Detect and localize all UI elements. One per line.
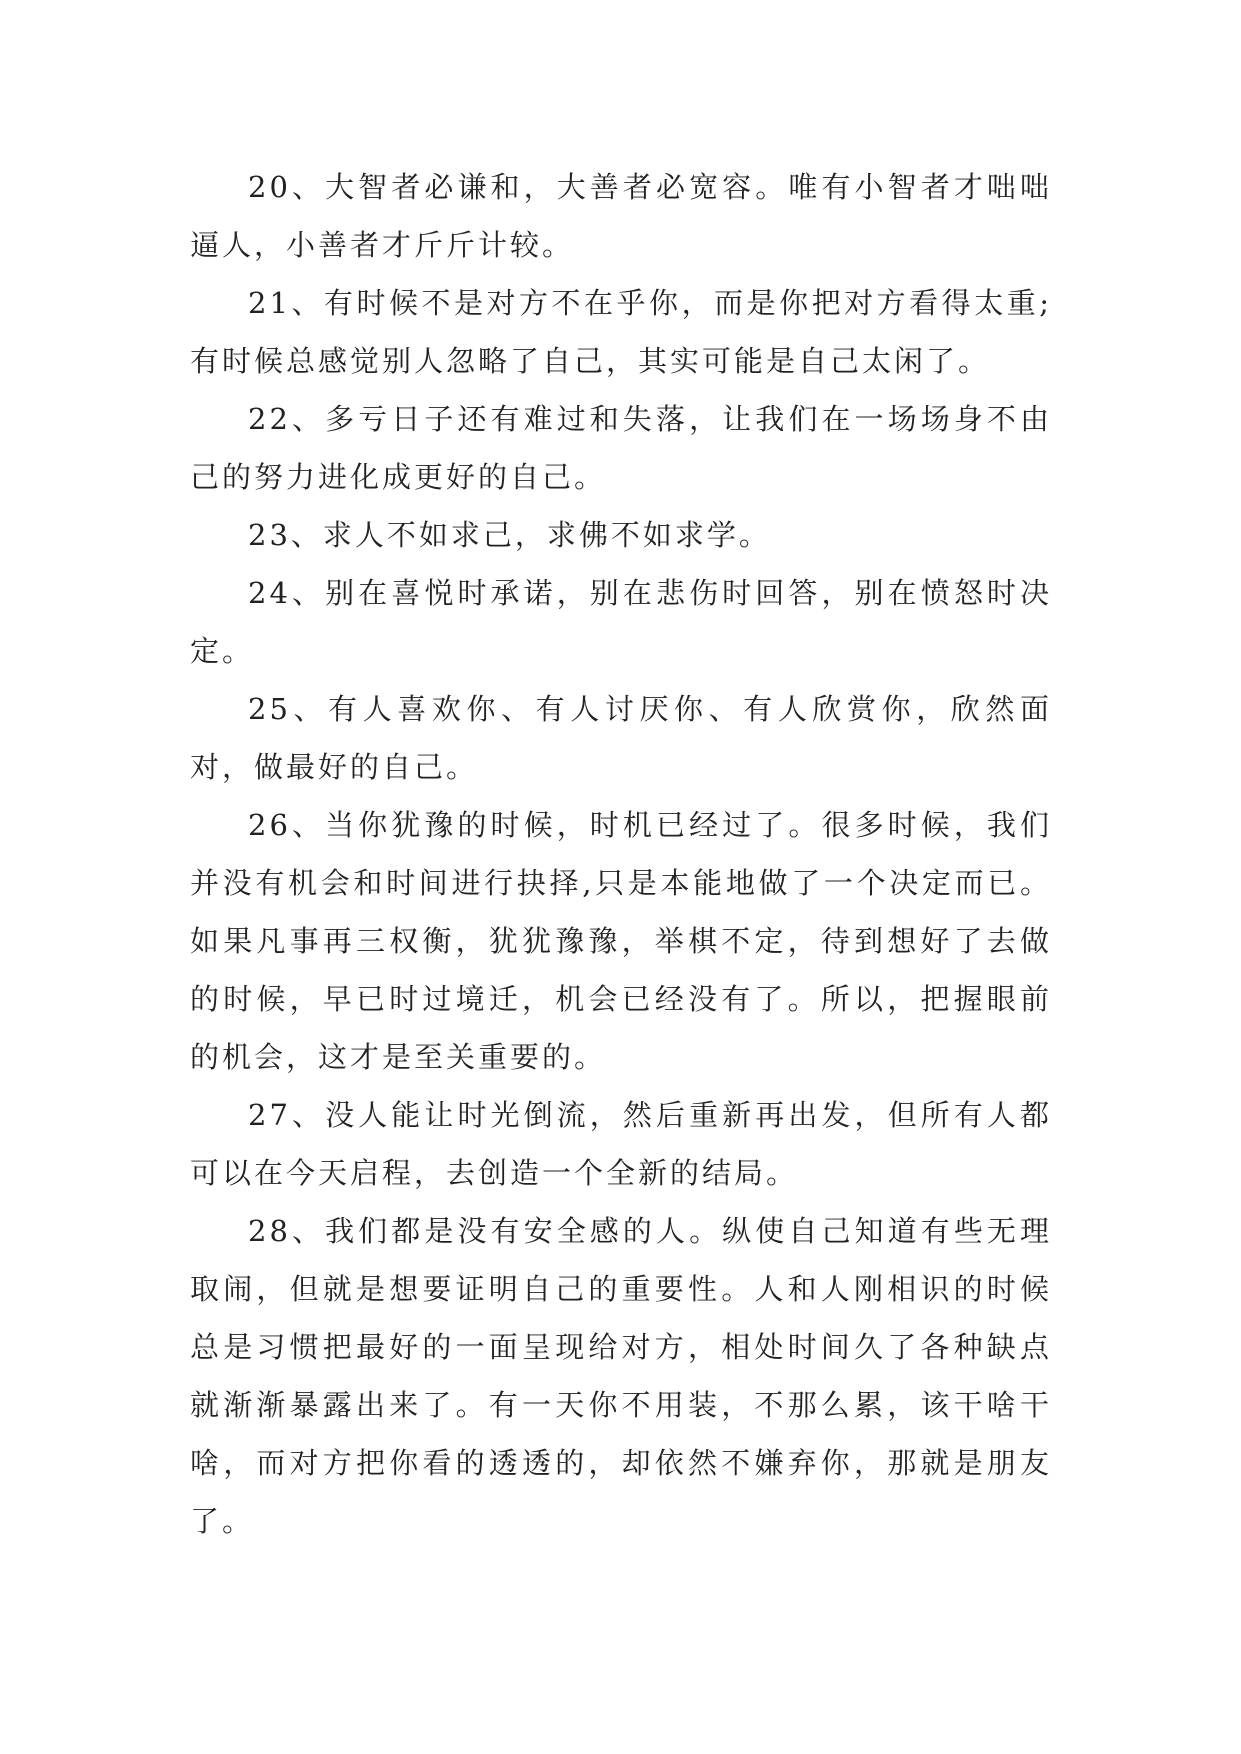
document-body — [190, 158, 1052, 1550]
paragraph-25: 25、有人喜欢你、有人讨厌你、有人欣赏你，欣然面对，做最好的自己。 — [190, 692, 1052, 784]
paragraph-27: 27、没人能让时光倒流，然后重新再出发，但所有人都可以在今天启程，去创造一个全新的结局。 — [190, 1098, 1052, 1190]
paragraph-24: 24、别在喜悦时承诺，别在悲伤时回答，别在愤怒时决定。 — [190, 576, 1052, 668]
paragraph-20: 20、大智者必谦和，大善者必宽容。唯有小智者才咄咄逼人，小善者才斤斤计较。 — [190, 170, 1052, 262]
paragraph-21: 21、有时候不是对方不在乎你，而是你把对方看得太重;有时候总感觉别人忽略了自己，其实可能是自己太闲了。 — [190, 286, 1052, 378]
paragraph-23: 23、求人不如求己，求佛不如求学。 — [248, 518, 771, 552]
paragraph-26: 26、当你犹豫的时候，时机已经过了。很多时候，我们并没有机会和时间进行抉择,只是本能地做了一个决定而已。如果凡事再三权衡，犹犹豫豫，举棋不定，待到想好了去做的时候，早已时过境迁，机会已经没有了。所以，把握眼前的机会，这才是至关重要的。 — [190, 808, 1052, 1074]
paragraph-28: 28、我们都是没有安全感的人。纵使自己知道有些无理取闹，但就是想要证明自己的重要性。人和人刚相识的时候总是习惯把最好的一面呈现给对方，相处时间久了各种缺点就渐渐暴露出来了。有一天你不用装，不那么累，该干啥干啥，而对方把你看的透透的，却依然不嫌弃你，那就是朋友了。 — [190, 1214, 1052, 1538]
paragraph-22: 22、多亏日子还有难过和失落，让我们在一场场身不由己的努力进化成更好的自己。 — [190, 402, 1052, 494]
